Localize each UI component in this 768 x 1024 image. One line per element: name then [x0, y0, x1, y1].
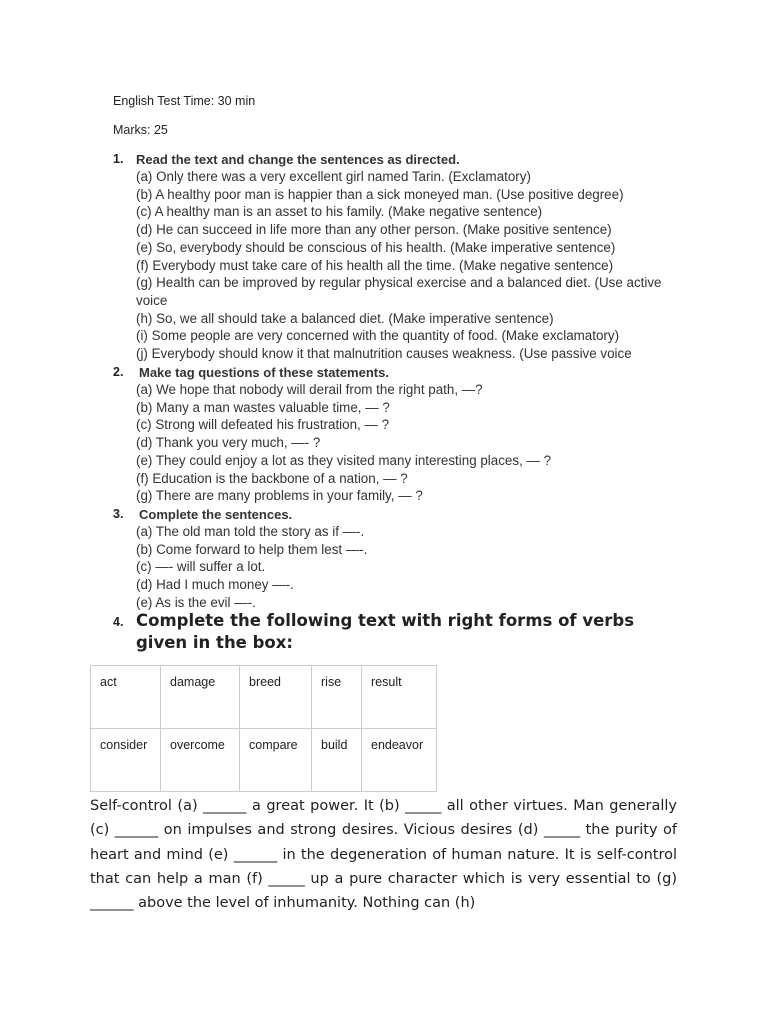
list-item: (a) We hope that nobody will derail from the right path, —?: [136, 382, 483, 397]
verb-cell: build: [312, 729, 362, 792]
verb-cell: breed: [240, 666, 312, 729]
question-1-items: [136, 168, 681, 363]
list-item: (e) They could enjoy a lot as they visited many interesting places, — ?: [136, 452, 552, 468]
list-item: (e) So, everybody should be conscious of his health. (Make imperative sentence): [136, 239, 616, 255]
verb-cell: endeavor: [362, 729, 437, 792]
question-2-title: Make tag questions of these statements.: [139, 365, 389, 380]
list-item: (d) Thank you very much, —- ?: [136, 435, 321, 451]
question-4-title: Complete the following text with right forms of verbs given in the box:: [136, 611, 635, 652]
question-4-number: 4.: [113, 615, 124, 629]
list-item: (f) Everybody must take care of his health all the time. (Make negative sentence): [136, 257, 614, 273]
question-1-number: 1.: [113, 152, 124, 166]
list-item: (e) As is the evil —-.: [136, 594, 256, 610]
list-item: (i) Some people are very concerned with the quantity of food. (Make exclamatory): [136, 328, 620, 344]
verb-cell: overcome: [161, 729, 240, 792]
verb-cell: consider: [91, 729, 161, 792]
question-1-title: Read the text and change the sentences as directed.: [136, 152, 460, 167]
list-item: (c) Strong will defeated his frustration, — ?: [136, 417, 390, 433]
list-item: (d) Had I much money —-.: [136, 577, 294, 593]
question-2-number: 2.: [113, 365, 124, 379]
verb-cell: rise: [312, 666, 362, 729]
question-2-items: [136, 381, 681, 505]
table-row: [91, 666, 437, 729]
question-3-number: 3.: [113, 507, 124, 521]
list-item: (g) Health can be improved by regular physical exercise and a balanced diet. (Use active voice: [136, 275, 662, 308]
verb-cell: damage: [161, 666, 240, 729]
test-title: English Test Time: 30 min: [113, 94, 256, 108]
marks-label: Marks: 25: [113, 123, 168, 137]
list-item: (g) There are many problems in your family, — ?: [136, 488, 423, 504]
verb-box: [90, 665, 437, 792]
list-item: (h) So, we all should take a balanced diet. (Make imperative sentence): [136, 310, 554, 326]
verb-cell: act: [91, 666, 161, 729]
list-item: (b) Many a man wastes valuable time, — ?: [136, 399, 390, 415]
list-item: (b) Come forward to help them lest —-.: [136, 541, 368, 557]
table-row: [91, 729, 437, 792]
list-item: (j) Everybody should know it that malnutrition causes weakness. (Use passive voice: [136, 346, 632, 362]
list-item: (c) —- will suffer a lot.: [136, 559, 266, 575]
list-item: (f) Education is the backbone of a nation, — ?: [136, 470, 408, 486]
question-3-title: Complete the sentences.: [139, 507, 293, 522]
verb-cell: result: [362, 666, 437, 729]
list-item: (d) He can succeed in life more than any other person. (Make positive sentence): [136, 222, 612, 238]
list-item: (a) The old man told the story as if —-.: [136, 524, 365, 539]
fill-in-passage: Self-control (a) ______ a great power. It (b) _____ all other virtues. Man generally (c) ______ on impulses and strong desires. Vicious desires (d) _____ the purity of heart and mind (e) ______ in the degeneration of human nature. It is self-control that can help a man (f) _____ up a pure character which is very essential to (g) ______ above the level of inhumanity. Nothing can (h): [90, 798, 677, 912]
list-item: (b) A healthy poor man is happier than a sick moneyed man. (Use positive degree): [136, 186, 624, 202]
verb-cell: compare: [240, 729, 312, 792]
list-item: (a) Only there was a very excellent girl named Tarin. (Exclamatory): [136, 169, 531, 184]
list-item: (c) A healthy man is an asset to his family. (Make negative sentence): [136, 204, 543, 220]
question-3-items: [136, 523, 681, 612]
